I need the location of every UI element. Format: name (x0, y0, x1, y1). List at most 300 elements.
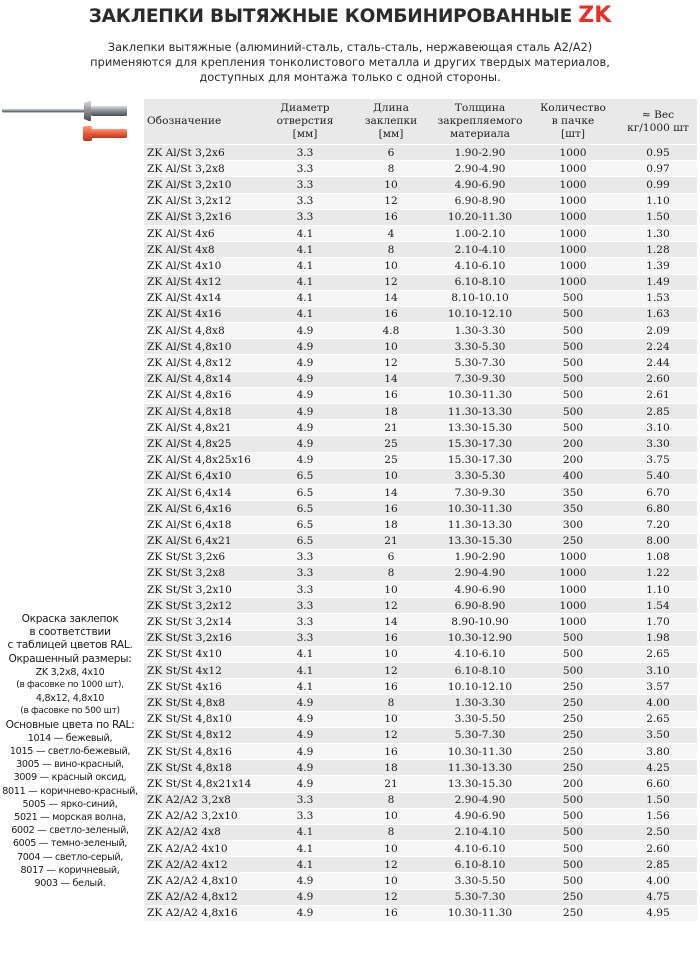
note-line: 4,8х12, 4,8х10 (35, 693, 105, 705)
cell-weight: 3.80 (619, 743, 697, 759)
cell-pack-quantity: 350 (527, 501, 619, 517)
cell-rivet-length: 12 (349, 274, 433, 290)
table-row (144, 225, 697, 241)
cell-pack-quantity: 500 (527, 873, 619, 889)
page-title (0, 3, 700, 28)
cell-grip-range: 1.00-2.10 (433, 225, 527, 241)
cell-pack-quantity: 1000 (527, 598, 619, 614)
cell-pack-quantity: 500 (527, 290, 619, 306)
table-row (144, 857, 697, 873)
cell-hole-diameter: 4.9 (261, 452, 349, 468)
cell-designation: ZK St/St 3,2х6 (144, 549, 261, 565)
cell-rivet-length: 14 (349, 371, 433, 387)
table-header (144, 99, 697, 145)
cell-weight: 2.85 (619, 857, 697, 873)
table-row (144, 679, 697, 695)
cell-rivet-length: 12 (349, 598, 433, 614)
cell-weight: 2.09 (619, 323, 697, 339)
cell-designation: ZK St/St 4,8х21х14 (144, 776, 261, 792)
cell-pack-quantity: 1000 (527, 225, 619, 241)
table-row (144, 743, 697, 759)
cell-pack-quantity: 1000 (527, 614, 619, 630)
cell-rivet-length: 14 (349, 290, 433, 306)
cell-rivet-length: 16 (349, 630, 433, 646)
table-row (144, 582, 697, 598)
cell-designation: ZK Al/St 4х8 (144, 242, 261, 258)
table-row (144, 420, 697, 436)
header-designation: Обозначение (144, 99, 261, 145)
cell-grip-range: 5.30-7.30 (433, 889, 527, 905)
cell-hole-diameter: 4.9 (261, 420, 349, 436)
cell-designation: ZK Al/St 4х12 (144, 274, 261, 290)
cell-pack-quantity: 350 (527, 484, 619, 500)
cell-rivet-length: 12 (349, 857, 433, 873)
cell-weight: 1.28 (619, 242, 697, 258)
cell-rivet-length: 16 (349, 905, 433, 921)
cell-pack-quantity: 1000 (527, 582, 619, 598)
cell-hole-diameter: 3.3 (261, 808, 349, 824)
table-row (144, 339, 697, 355)
cell-rivet-length: 4 (349, 225, 433, 241)
table-row (144, 355, 697, 371)
cell-hole-diameter: 4.1 (261, 857, 349, 873)
rivet-painted (83, 126, 127, 141)
cell-grip-range: 15.30-17.30 (433, 436, 527, 452)
cell-weight: 1.22 (619, 565, 697, 581)
cell-hole-diameter: 4.9 (261, 905, 349, 921)
cell-grip-range: 2.90-4.90 (433, 792, 527, 808)
cell-designation: ZK St/St 4,8х12 (144, 727, 261, 743)
cell-pack-quantity: 500 (527, 306, 619, 322)
note-line: 8011 — коричнево-красный, (2, 785, 138, 797)
cell-grip-range: 13.30-15.30 (433, 420, 527, 436)
cell-hole-diameter: 3.3 (261, 630, 349, 646)
cell-rivet-length: 6 (349, 145, 433, 161)
cell-designation: ZK A2/A2 3,2х8 (144, 792, 261, 808)
cell-weight: 0.99 (619, 177, 697, 193)
cell-pack-quantity: 1000 (527, 565, 619, 581)
cell-grip-range: 5.30-7.30 (433, 355, 527, 371)
cell-hole-diameter: 3.3 (261, 177, 349, 193)
cell-pack-quantity: 500 (527, 663, 619, 679)
cell-rivet-length: 14 (349, 484, 433, 500)
cell-weight: 1.39 (619, 258, 697, 274)
cell-rivet-length: 8 (349, 565, 433, 581)
cell-rivet-length: 10 (349, 711, 433, 727)
cell-hole-diameter: 6.5 (261, 533, 349, 549)
cell-designation: ZK St/St 3,2х8 (144, 565, 261, 581)
table-row (144, 209, 697, 225)
note-line: 3005 — вино-красный, (16, 759, 124, 771)
cell-weight: 4.95 (619, 905, 697, 921)
cell-grip-range: 10.30-12.90 (433, 630, 527, 646)
cell-designation: ZK A2/A2 4х12 (144, 857, 261, 873)
cell-pack-quantity: 1000 (527, 242, 619, 258)
cell-pack-quantity: 500 (527, 355, 619, 371)
cell-weight: 3.10 (619, 420, 697, 436)
table-row (144, 727, 697, 743)
cell-pack-quantity: 1000 (527, 549, 619, 565)
cell-grip-range: 8.90-10.90 (433, 614, 527, 630)
cell-grip-range: 7.30-9.30 (433, 371, 527, 387)
cell-pack-quantity: 500 (527, 792, 619, 808)
cell-grip-range: 10.10-12.10 (433, 306, 527, 322)
cell-designation: ZK A2/A2 3,2х10 (144, 808, 261, 824)
note-line: (в фасовке по 1000 шт), (16, 680, 124, 691)
cell-weight: 4.00 (619, 873, 697, 889)
table-row (144, 549, 697, 565)
cell-grip-range: 10.30-11.30 (433, 743, 527, 759)
cell-grip-range: 10.10-12.10 (433, 679, 527, 695)
cell-pack-quantity: 500 (527, 630, 619, 646)
cell-grip-range: 15.30-17.30 (433, 452, 527, 468)
cell-hole-diameter: 3.3 (261, 209, 349, 225)
cell-pack-quantity: 500 (527, 841, 619, 857)
cell-weight: 7.20 (619, 517, 697, 533)
note-line: 7004 — светло-серый, (16, 851, 124, 863)
table-row (144, 776, 697, 792)
table-row (144, 161, 697, 177)
cell-hole-diameter: 4.9 (261, 355, 349, 371)
cell-weight: 2.85 (619, 404, 697, 420)
cell-rivet-length: 10 (349, 646, 433, 662)
cell-pack-quantity: 1000 (527, 177, 619, 193)
cell-designation: ZK Al/St 4,8х16 (144, 387, 261, 403)
cell-designation: ZK St/St 3,2х10 (144, 582, 261, 598)
cell-hole-diameter: 3.3 (261, 161, 349, 177)
cell-designation: ZK Al/St 6,4х14 (144, 484, 261, 500)
table-row (144, 533, 697, 549)
cell-pack-quantity: 500 (527, 420, 619, 436)
cell-designation: ZK St/St 4х16 (144, 679, 261, 695)
cell-hole-diameter: 3.3 (261, 598, 349, 614)
cell-designation: ZK Al/St 6,4х18 (144, 517, 261, 533)
cell-grip-range: 2.10-4.10 (433, 824, 527, 840)
table-row (144, 258, 697, 274)
cell-pack-quantity: 200 (527, 436, 619, 452)
cell-grip-range: 4.90-6.90 (433, 177, 527, 193)
cell-pack-quantity: 250 (527, 711, 619, 727)
table-row (144, 630, 697, 646)
cell-pack-quantity: 250 (527, 695, 619, 711)
cell-designation: ZK St/St 3,2х14 (144, 614, 261, 630)
cell-grip-range: 4.10-6.10 (433, 841, 527, 857)
cell-weight: 2.50 (619, 824, 697, 840)
cell-designation: ZK St/St 4,8х8 (144, 695, 261, 711)
cell-weight: 2.61 (619, 387, 697, 403)
cell-pack-quantity: 500 (527, 323, 619, 339)
cell-weight: 3.75 (619, 452, 697, 468)
cell-weight: 4.25 (619, 760, 697, 776)
cell-rivet-length: 8 (349, 792, 433, 808)
cell-hole-diameter: 4.1 (261, 646, 349, 662)
cell-hole-diameter: 4.9 (261, 404, 349, 420)
cell-weight: 2.65 (619, 646, 697, 662)
cell-weight: 1.49 (619, 274, 697, 290)
cell-rivet-length: 10 (349, 258, 433, 274)
cell-rivet-length: 10 (349, 339, 433, 355)
cell-designation: ZK Al/St 3,2х12 (144, 193, 261, 209)
table-row (144, 808, 697, 824)
cell-designation: ZK St/St 4,8х10 (144, 711, 261, 727)
table-row (144, 517, 697, 533)
cell-hole-diameter: 3.3 (261, 565, 349, 581)
cell-designation: ZK Al/St 4,8х8 (144, 323, 261, 339)
cell-hole-diameter: 4.9 (261, 889, 349, 905)
header-rivet-length: Длина заклепки [мм] (349, 99, 433, 145)
note-line: в соответствии (29, 626, 111, 639)
cell-grip-range: 3.30-5.50 (433, 711, 527, 727)
cell-grip-range: 3.30-5.30 (433, 339, 527, 355)
cell-designation: ZK Al/St 4,8х21 (144, 420, 261, 436)
table-row (144, 889, 697, 905)
cell-grip-range: 2.90-4.90 (433, 565, 527, 581)
cell-hole-diameter: 4.1 (261, 824, 349, 840)
cell-designation: ZK Al/St 4,8х14 (144, 371, 261, 387)
note-line: Окрашенный размеры: (8, 652, 132, 665)
cell-designation: ZK St/St 4х12 (144, 663, 261, 679)
cell-weight: 6.60 (619, 776, 697, 792)
cell-weight: 1.98 (619, 630, 697, 646)
cell-hole-diameter: 4.1 (261, 290, 349, 306)
cell-hole-diameter: 4.1 (261, 225, 349, 241)
cell-grip-range: 13.30-15.30 (433, 533, 527, 549)
cell-rivet-length: 16 (349, 387, 433, 403)
cell-weight: 2.44 (619, 355, 697, 371)
cell-designation: ZK Al/St 6,4х16 (144, 501, 261, 517)
cell-weight: 6.70 (619, 484, 697, 500)
table-row (144, 905, 697, 921)
cell-hole-diameter: 4.1 (261, 841, 349, 857)
cell-designation: ZK Al/St 4х10 (144, 258, 261, 274)
cell-designation: ZK Al/St 4х14 (144, 290, 261, 306)
cell-rivet-length: 12 (349, 355, 433, 371)
cell-rivet-length: 8 (349, 695, 433, 711)
cell-designation: ZK St/St 4х10 (144, 646, 261, 662)
cell-rivet-length: 12 (349, 727, 433, 743)
cell-pack-quantity: 500 (527, 646, 619, 662)
table-row (144, 873, 697, 889)
cell-weight: 1.10 (619, 582, 697, 598)
cell-rivet-length: 25 (349, 452, 433, 468)
note-line: 5005 — ярко-синий, (22, 798, 118, 810)
cell-weight: 1.50 (619, 792, 697, 808)
cell-designation: ZK Al/St 4,8х12 (144, 355, 261, 371)
cell-grip-range: 10.30-11.30 (433, 501, 527, 517)
cell-hole-diameter: 3.3 (261, 582, 349, 598)
cell-hole-diameter: 4.9 (261, 873, 349, 889)
cell-rivet-length: 10 (349, 841, 433, 857)
cell-pack-quantity: 400 (527, 468, 619, 484)
cell-hole-diameter: 4.9 (261, 339, 349, 355)
cell-rivet-length: 21 (349, 776, 433, 792)
note-line: 1015 — светло-бежевый, (9, 746, 131, 758)
table-row (144, 792, 697, 808)
cell-pack-quantity: 500 (527, 387, 619, 403)
rivet-illustration (2, 98, 130, 144)
cell-designation: ZK Al/St 4,8х10 (144, 339, 261, 355)
cell-grip-range: 2.90-4.90 (433, 161, 527, 177)
note-line: 5021 — морская волна, (14, 812, 126, 824)
cell-rivet-length: 12 (349, 193, 433, 209)
cell-designation: ZK St/St 3,2х12 (144, 598, 261, 614)
cell-weight: 3.50 (619, 727, 697, 743)
header-weight: ≈ Вес кг/1000 шт (619, 99, 697, 145)
cell-rivet-length: 16 (349, 209, 433, 225)
cell-grip-range: 5.30-7.30 (433, 727, 527, 743)
cell-designation: ZK Al/St 3,2х16 (144, 209, 261, 225)
cell-pack-quantity: 250 (527, 743, 619, 759)
cell-rivet-length: 25 (349, 436, 433, 452)
table-row (144, 193, 697, 209)
cell-pack-quantity: 250 (527, 889, 619, 905)
table-row (144, 695, 697, 711)
cell-designation: ZK Al/St 4х6 (144, 225, 261, 241)
table-row (144, 177, 697, 193)
cell-hole-diameter: 3.3 (261, 145, 349, 161)
note-line: 3009 — красный оксид, (13, 772, 127, 784)
cell-hole-diameter: 6.5 (261, 484, 349, 500)
cell-rivet-length: 16 (349, 743, 433, 759)
table-row (144, 452, 697, 468)
cell-rivet-length: 6 (349, 549, 433, 565)
table-row (144, 371, 697, 387)
cell-hole-diameter: 6.5 (261, 468, 349, 484)
cell-rivet-length: 8 (349, 242, 433, 258)
cell-weight: 1.63 (619, 306, 697, 322)
table-row (144, 274, 697, 290)
cell-pack-quantity: 1000 (527, 161, 619, 177)
cell-grip-range: 7.30-9.30 (433, 484, 527, 500)
cell-pack-quantity: 500 (527, 808, 619, 824)
cell-pack-quantity: 250 (527, 760, 619, 776)
cell-pack-quantity: 200 (527, 776, 619, 792)
cell-weight: 3.30 (619, 436, 697, 452)
cell-designation: ZK St/St 4,8х16 (144, 743, 261, 759)
note-line: 6002 — светло-зеленый, (11, 825, 129, 837)
cell-grip-range: 11.30-13.30 (433, 760, 527, 776)
cell-grip-range: 10.20-11.30 (433, 209, 527, 225)
cell-hole-diameter: 6.5 (261, 517, 349, 533)
cell-designation: ZK A2/A2 4х8 (144, 824, 261, 840)
rivet-spec-table (144, 99, 697, 922)
cell-weight: 3.57 (619, 679, 697, 695)
cell-hole-diameter: 3.3 (261, 193, 349, 209)
cell-designation: ZK A2/A2 4х10 (144, 841, 261, 857)
cell-rivet-length: 4.8 (349, 323, 433, 339)
cell-grip-range: 3.30-5.50 (433, 873, 527, 889)
cell-designation: ZK Al/St 4,8х25х16 (144, 452, 261, 468)
cell-grip-range: 6.10-8.10 (433, 274, 527, 290)
table-row (144, 565, 697, 581)
cell-pack-quantity: 500 (527, 339, 619, 355)
cell-grip-range: 6.10-8.10 (433, 857, 527, 873)
title-text: ЗАКЛЕПКИ ВЫТЯЖНЫЕ КОМБИНИРОВАННЫЕ (88, 6, 573, 27)
table-row (144, 306, 697, 322)
cell-grip-range: 4.10-6.10 (433, 258, 527, 274)
note-line: (в фасовке по 500 шт) (20, 706, 120, 717)
cell-rivet-length: 10 (349, 808, 433, 824)
table-row (144, 484, 697, 500)
cell-pack-quantity: 250 (527, 679, 619, 695)
cell-hole-diameter: 4.9 (261, 387, 349, 403)
cell-pack-quantity: 200 (527, 452, 619, 468)
description: Заклепки вытяжные (алюминий-сталь, сталь-сталь, нержавеющая сталь А2/А2) применяются для крепления тонколистового металла и других твердых материалов, доступных для монтажа только с одной стороны. (90, 40, 610, 84)
cell-hole-diameter: 4.1 (261, 679, 349, 695)
cell-hole-diameter: 4.1 (261, 663, 349, 679)
table-row (144, 468, 697, 484)
cell-hole-diameter: 3.3 (261, 549, 349, 565)
header-grip-range: Толщина закрепляемого материала (433, 99, 527, 145)
cell-weight: 0.97 (619, 161, 697, 177)
cell-designation: ZK Al/St 4,8х25 (144, 436, 261, 452)
cell-pack-quantity: 1000 (527, 258, 619, 274)
cell-designation: ZK Al/St 4,8х18 (144, 404, 261, 420)
cell-hole-diameter: 4.1 (261, 258, 349, 274)
note-line: с таблицей цветов RAL. (7, 639, 133, 652)
cell-weight: 1.50 (619, 209, 697, 225)
cell-weight: 1.70 (619, 614, 697, 630)
cell-pack-quantity: 500 (527, 404, 619, 420)
cell-grip-range: 1.90-2.90 (433, 549, 527, 565)
table-row (144, 598, 697, 614)
note-line: Окраска заклепок (21, 613, 119, 625)
cell-designation: ZK St/St 4,8х18 (144, 760, 261, 776)
cell-weight: 0.95 (619, 145, 697, 161)
cell-weight: 1.30 (619, 225, 697, 241)
brand-logo: ZK (578, 3, 612, 28)
cell-grip-range: 13.30-15.30 (433, 776, 527, 792)
cell-hole-diameter: 4.9 (261, 711, 349, 727)
cell-pack-quantity: 500 (527, 371, 619, 387)
cell-designation: ZK Al/St 6,4х21 (144, 533, 261, 549)
table-row (144, 145, 697, 161)
cell-pack-quantity: 250 (527, 727, 619, 743)
table-row (144, 436, 697, 452)
cell-weight: 2.65 (619, 711, 697, 727)
cell-pack-quantity: 500 (527, 824, 619, 840)
cell-weight: 8.00 (619, 533, 697, 549)
cell-designation: ZK Al/St 6,4х10 (144, 468, 261, 484)
cell-grip-range: 6.10-8.10 (433, 663, 527, 679)
cell-rivet-length: 10 (349, 468, 433, 484)
cell-rivet-length: 14 (349, 614, 433, 630)
cell-weight: 4.00 (619, 695, 697, 711)
cell-hole-diameter: 4.1 (261, 242, 349, 258)
cell-rivet-length: 10 (349, 582, 433, 598)
cell-pack-quantity: 300 (527, 517, 619, 533)
cell-weight: 1.10 (619, 193, 697, 209)
cell-weight: 5.40 (619, 468, 697, 484)
cell-rivet-length: 12 (349, 889, 433, 905)
cell-hole-diameter: 4.9 (261, 776, 349, 792)
cell-designation: ZK A2/A2 4,8х10 (144, 873, 261, 889)
cell-designation: ZK Al/St 3,2х6 (144, 145, 261, 161)
cell-rivet-length: 10 (349, 873, 433, 889)
cell-hole-diameter: 3.3 (261, 614, 349, 630)
cell-pack-quantity: 250 (527, 533, 619, 549)
cell-rivet-length: 16 (349, 306, 433, 322)
cell-hole-diameter: 3.3 (261, 792, 349, 808)
cell-hole-diameter: 4.9 (261, 760, 349, 776)
cell-grip-range: 6.90-8.90 (433, 193, 527, 209)
ral-color-note (0, 613, 140, 890)
table-row (144, 614, 697, 630)
cell-pack-quantity: 1000 (527, 209, 619, 225)
cell-hole-diameter: 4.9 (261, 743, 349, 759)
cell-rivet-length: 18 (349, 404, 433, 420)
cell-hole-diameter: 4.9 (261, 695, 349, 711)
